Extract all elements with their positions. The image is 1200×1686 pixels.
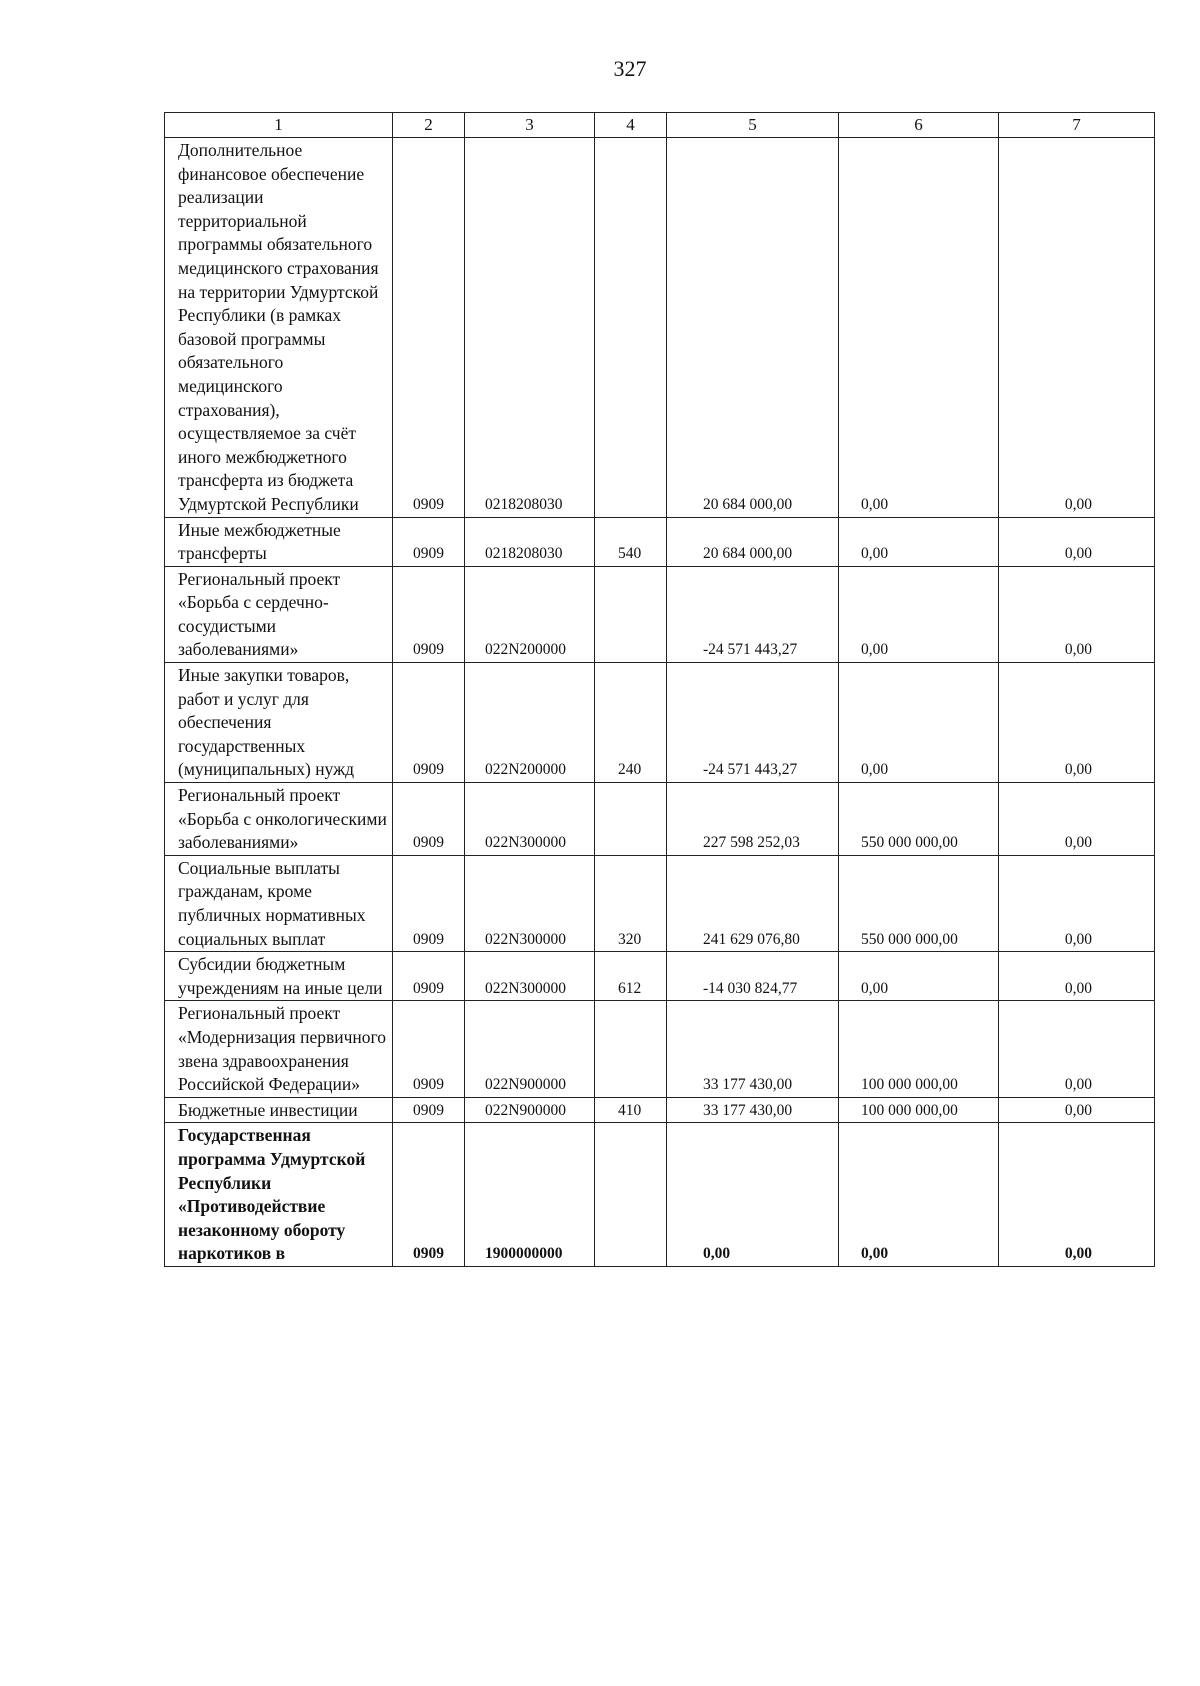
expense-type-cell: 240 [595, 663, 667, 783]
expense-type-cell: 612 [595, 952, 667, 1001]
amount-2022-cell: 0,00 [839, 952, 999, 1001]
amount-2023-cell: 0,00 [999, 783, 1155, 856]
section-code-cell: 0909 [393, 1097, 465, 1123]
column-number: 2 [393, 113, 465, 138]
amount-2022-cell: 550 000 000,00 [839, 783, 999, 856]
row-name-cell: Субсидии бюджетным учреждениям на иные цели [165, 952, 393, 1001]
table-row [165, 663, 1155, 783]
table-row [165, 1123, 1155, 1267]
column-number: 6 [839, 113, 999, 138]
section-code-cell: 0909 [393, 663, 465, 783]
amount-2021-cell: 20 684 000,00 [667, 138, 839, 518]
table-row [165, 855, 1155, 951]
column-number-row [165, 113, 1155, 138]
amount-2023-cell: 0,00 [999, 566, 1155, 662]
section-code-cell: 0909 [393, 138, 465, 518]
section-code-cell: 0909 [393, 566, 465, 662]
amount-2023-cell: 0,00 [999, 1123, 1155, 1267]
expense-type-cell [595, 783, 667, 856]
column-number: 4 [595, 113, 667, 138]
amount-2022-cell: 0,00 [839, 1123, 999, 1267]
amount-2023-cell: 0,00 [999, 1097, 1155, 1123]
table-row [165, 1001, 1155, 1097]
target-article-cell: 022N200000 [465, 566, 595, 662]
amount-2021-cell: 33 177 430,00 [667, 1001, 839, 1097]
section-code-cell: 0909 [393, 783, 465, 856]
amount-2022-cell: 0,00 [839, 138, 999, 518]
row-name-cell: Бюджетные инвестиции [165, 1097, 393, 1123]
expense-type-cell [595, 1123, 667, 1267]
table-row [165, 566, 1155, 662]
expense-type-cell: 410 [595, 1097, 667, 1123]
amount-2023-cell: 0,00 [999, 952, 1155, 1001]
amount-2023-cell: 0,00 [999, 663, 1155, 783]
target-article-cell: 0218208030 [465, 517, 595, 566]
section-code-cell: 0909 [393, 1001, 465, 1097]
column-number: 5 [667, 113, 839, 138]
target-article-cell: 022N300000 [465, 783, 595, 856]
table-row [165, 138, 1155, 518]
target-article-cell: 022N300000 [465, 952, 595, 1001]
target-article-cell: 0218208030 [465, 138, 595, 518]
amount-2022-cell: 100 000 000,00 [839, 1001, 999, 1097]
amount-2022-cell: 0,00 [839, 663, 999, 783]
target-article-cell: 022N200000 [465, 663, 595, 783]
column-number: 3 [465, 113, 595, 138]
section-code-cell: 0909 [393, 1123, 465, 1267]
target-article-cell: 022N300000 [465, 855, 595, 951]
column-number: 1 [165, 113, 393, 138]
expense-type-cell: 320 [595, 855, 667, 951]
amount-2022-cell: 100 000 000,00 [839, 1097, 999, 1123]
section-code-cell: 0909 [393, 517, 465, 566]
amount-2023-cell: 0,00 [999, 1001, 1155, 1097]
section-code-cell: 0909 [393, 952, 465, 1001]
section-code-cell: 0909 [393, 855, 465, 951]
row-name-cell: Социальные выплаты гражданам, кроме публичных нормативных социальных выплат [165, 855, 393, 951]
row-name-cell: Региональный проект «Борьба с сердечно-сосудистыми заболеваниями» [165, 566, 393, 662]
amount-2022-cell: 550 000 000,00 [839, 855, 999, 951]
amount-2021-cell: -14 030 824,77 [667, 952, 839, 1001]
expense-type-cell [595, 138, 667, 518]
target-article-cell: 1900000000 [465, 1123, 595, 1267]
amount-2021-cell: 0,00 [667, 1123, 839, 1267]
row-name-cell: Дополнительное финансовое обеспечение реализации территориальной программы обязательного медицинского страхования на территории Удмуртской Республики (в рамках базовой программы обязательного медицинского страхования), осуществляемое за счёт иного межбюджетного трансферта из бюджета Удмуртской Республики [165, 138, 393, 518]
expense-type-cell [595, 566, 667, 662]
table-row [165, 517, 1155, 566]
amount-2023-cell: 0,00 [999, 855, 1155, 951]
row-name-cell: Региональный проект «Борьба с онкологическими заболеваниями» [165, 783, 393, 856]
amount-2023-cell: 0,00 [999, 138, 1155, 518]
amount-2022-cell: 0,00 [839, 517, 999, 566]
page-number: 327 [613, 56, 647, 81]
target-article-cell: 022N900000 [465, 1097, 595, 1123]
amount-2022-cell: 0,00 [839, 566, 999, 662]
expense-type-cell: 540 [595, 517, 667, 566]
amount-2021-cell: 33 177 430,00 [667, 1097, 839, 1123]
amount-2023-cell: 0,00 [999, 517, 1155, 566]
budget-table [164, 112, 1155, 1267]
table-row [165, 952, 1155, 1001]
amount-2021-cell: 241 629 076,80 [667, 855, 839, 951]
table-row [165, 783, 1155, 856]
column-number: 7 [999, 113, 1155, 138]
amount-2021-cell: -24 571 443,27 [667, 663, 839, 783]
row-name-cell: Иные закупки товаров, работ и услуг для обеспечения государственных (муниципальных) нужд [165, 663, 393, 783]
row-name-cell: Иные межбюджетные трансферты [165, 517, 393, 566]
table-row [165, 1097, 1155, 1123]
expense-type-cell [595, 1001, 667, 1097]
amount-2021-cell: 20 684 000,00 [667, 517, 839, 566]
amount-2021-cell: -24 571 443,27 [667, 566, 839, 662]
row-name-cell: Государственная программа Удмуртской Республики «Противодействие незаконному обороту наркотиков в [165, 1123, 393, 1267]
target-article-cell: 022N900000 [465, 1001, 595, 1097]
row-name-cell: Региональный проект «Модернизация первичного звена здравоохранения Российской Федерации» [165, 1001, 393, 1097]
amount-2021-cell: 227 598 252,03 [667, 783, 839, 856]
